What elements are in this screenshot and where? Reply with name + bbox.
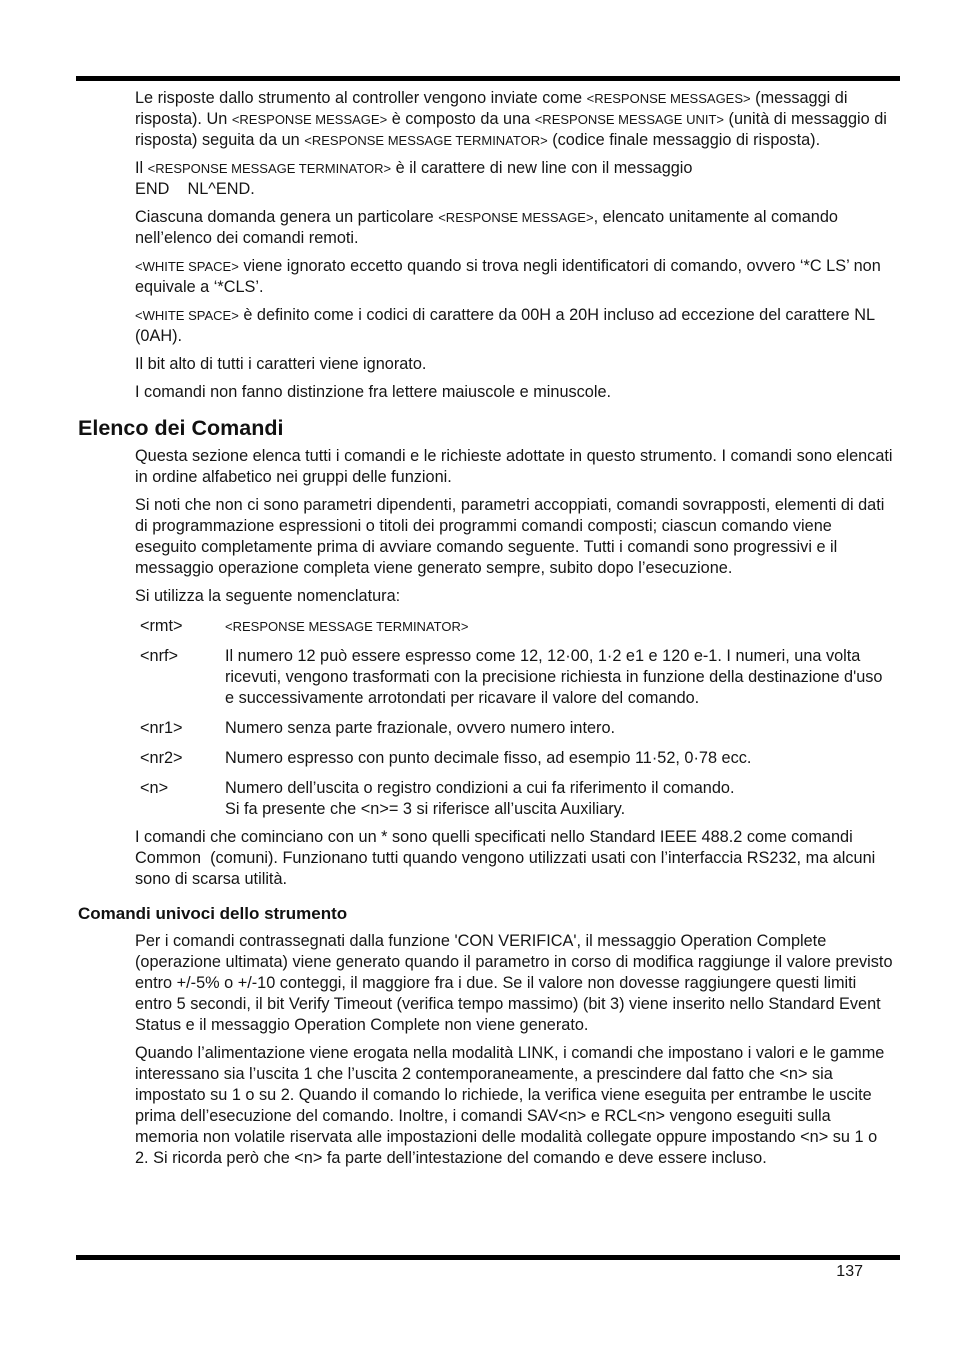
bottom-rule [76, 1255, 900, 1260]
text-segment: è il carattere di new line con il messaggio [391, 159, 693, 177]
nomenclature-term-nr2: <nr2> [140, 749, 183, 767]
paragraph-ciascuna-domanda [135, 207, 893, 249]
nomenclature-term-rmt: <rmt> [140, 617, 183, 635]
text-segment: Numero senza parte frazionale, ovvero numero intero. [225, 719, 616, 737]
nomenclature-term-nrf: <nrf> [140, 647, 179, 665]
nomenclature-row-nr2 [140, 748, 893, 769]
small-caps-token: <RESPONSE MESSAGE TERMINATOR> [147, 161, 392, 176]
top-rule [76, 76, 900, 81]
paragraph-si-noti [135, 495, 893, 579]
paragraph-comandi-common [135, 827, 893, 890]
text-segment: viene ignorato eccetto quando si trova negli identificatori di comando, ovvero ‘*C LS’ non equivale a ‘*CLS’. [135, 257, 881, 296]
small-caps-token: <WHITE SPACE> [135, 259, 239, 274]
subsection-heading-comandi-univoci: Comandi univoci dello strumento [78, 904, 348, 923]
small-caps-token: <WHITE SPACE> [135, 308, 239, 323]
text-segment: (codice finale messaggio di risposta). [547, 131, 821, 149]
nomenclature-row-rmt [140, 616, 893, 637]
text-segment: , elencato unitamente al comando nell’elenco dei comandi remoti. [135, 208, 838, 247]
text-segment: (messaggi di risposta). Un [135, 89, 848, 128]
text-segment: è composto da una [387, 110, 535, 128]
text-segment: I comandi che cominciano con un * sono quelli specificati nello Standard IEEE 488.2 come comandi Common (comuni). Funzionano tutti quando vengono utilizzati usati con l’interfaccia RS232, ma alcuni sono di scarsa utilità. [135, 828, 876, 888]
nomenclature-row-nr1 [140, 718, 893, 739]
text-segment: Il [135, 159, 148, 177]
text-segment: Per i comandi contrassegnati dalla funzione 'CON VERIFICA', il messaggio Operation Complete (operazione ultimata) viene generato quando il parametro in corso di modifica raggiunge il valore previsto entro +/-5% o +/-10 conteggi, il maggiore fra i due. Se il valore non dovesse raggiungere questi limiti entro 5 secondi, il bit Verify Timeout (verifica tempo massimo) (bit 3) viene inserito nello Standard Event Status e il messaggio Operation Complete non viene generato. [135, 932, 893, 1034]
paragraph-white-space-definito [135, 305, 893, 347]
nomenclature-definition-rmt [225, 616, 893, 637]
text-segment: Il numero 12 può essere espresso come 12, 12·00, 1·2 e1 e 120 e-1. I numeri, una volta ricevuti, vengono trasformati con la precisione richiesta in funzione della destinazione d'uso e successivamente arrotondati per ricavare il valore del comando. [225, 647, 883, 707]
small-caps-token: <RESPONSE MESSAGE> [438, 210, 594, 225]
paragraph-questa-sezione [135, 446, 893, 488]
paragraph-terminator-newline [135, 158, 893, 200]
nomenclature-definition-n [225, 778, 893, 820]
text-segment: END NL^END. [135, 180, 255, 198]
nomenclature-term-nr1: <nr1> [140, 719, 183, 737]
paragraph-bit-alto [135, 354, 893, 375]
text-segment: Si utilizza la seguente nomenclatura: [135, 587, 401, 605]
small-caps-token: <RESPONSE MESSAGE> [231, 112, 388, 127]
paragraph-nomenclatura-intro [135, 586, 893, 607]
nomenclature-definition-nr2 [225, 748, 893, 769]
paragraph-white-space-ignorato [135, 256, 893, 298]
page-number: 137 [836, 1263, 863, 1280]
document-content [76, 76, 900, 1169]
nomenclature-definition-nrf [225, 646, 893, 709]
small-caps-token: <RESPONSE MESSAGE TERMINATOR> [225, 619, 469, 634]
text-segment: Questa sezione elenca tutti i comandi e le richieste adottate in questo strumento. I comandi sono elencati in ordine alfabetico nei gruppi delle funzioni. [135, 447, 893, 486]
paragraph-maiuscole-minuscole [135, 382, 893, 403]
small-caps-token: <RESPONSE MESSAGES> [586, 91, 751, 106]
text-segment: I comandi non fanno distinzione fra lettere maiuscole e minuscole. [135, 383, 612, 401]
text-segment: Si noti che non ci sono parametri dipendenti, parametri accoppiati, comandi sovrapposti, elementi di dati di programmazione espressioni o titoli dei programmi comandi composti; ciascun comando viene eseguito completamente prima di avviare comando seguente. Tutti i comandi sono progressivi e il messaggio operazione completa viene generato sempre, subito dopo l’esecuzione. [135, 496, 885, 577]
text-segment: (unità di messaggio di risposta) seguita da un [135, 110, 887, 149]
text-segment: Il bit alto di tutti i caratteri viene ignorato. [135, 355, 427, 373]
paragraph-modalita-link [135, 1043, 893, 1169]
text-segment: è definito come i codici di carattere da 00H a 20H incluso ad eccezione del carattere NL (0AH). [135, 306, 875, 345]
nomenclature-term-n: <n> [140, 779, 169, 797]
text-segment: Numero dell’uscita o registro condizioni a cui fa riferimento il comando. [225, 779, 735, 797]
nomenclature-row-n [140, 778, 893, 820]
text-segment: Le risposte dallo strumento al controller vengono inviate come [135, 89, 587, 107]
paragraph-con-verifica [135, 931, 893, 1036]
nomenclature-row-nrf [140, 646, 893, 709]
text-segment: Numero espresso con punto decimale fisso, ad esempio 11·52, 0·78 ecc. [225, 749, 752, 767]
text-segment: Si fa presente che <n>= 3 si riferisce all’uscita Auxiliary. [225, 800, 626, 818]
small-caps-token: <RESPONSE MESSAGE UNIT> [534, 112, 724, 127]
paragraph-response-messages [135, 88, 893, 151]
text-segment: Quando l’alimentazione viene erogata nella modalità LINK, i comandi che impostano i valori e le gamme interessano sia l’uscita 1 che l’uscita 2 contemporaneamente, a prescindere dal fatto che <n> sia impostato su 1 o su 2. Quando il comando lo richiede, la verifica viene eseguita per entrambe le uscite prima dell’esecuzione del comando. Inoltre, i comandi SAV<n> e RCL<n> vengono eseguiti sulla memoria non volatile riservata alle impostazioni delle modalità collegate oppure impostando <n> su 1 o 2. Si ricorda però che <n> fa parte dell’intestazione del comando e deve essere incluso. [135, 1044, 885, 1167]
section-heading-elenco-comandi: Elenco dei Comandi [78, 416, 284, 440]
small-caps-token: <RESPONSE MESSAGE TERMINATOR> [304, 133, 548, 148]
text-segment: Ciascuna domanda genera un particolare [135, 208, 439, 226]
nomenclature-definition-nr1 [225, 718, 893, 739]
